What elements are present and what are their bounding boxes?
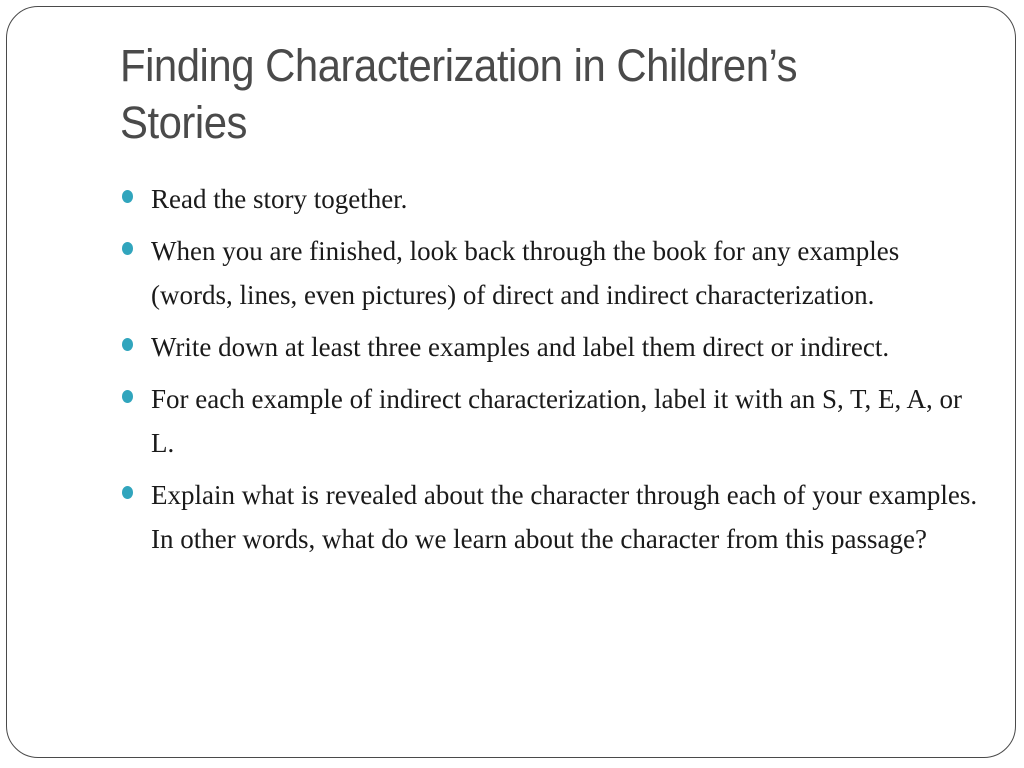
bullet-item xyxy=(121,325,981,369)
bullet-item xyxy=(121,229,981,317)
bullet-dot-icon xyxy=(122,390,133,403)
bullet-text: Read the story together. xyxy=(151,184,408,214)
bullet-item xyxy=(121,177,981,221)
bullet-text: For each example of indirect characterization, label it with an S, T, E, A, or L. xyxy=(151,384,962,458)
bullet-item xyxy=(121,377,981,465)
bullet-dot-icon xyxy=(122,242,133,255)
slide-title: Finding Characterization in Children’s Stories xyxy=(120,40,798,148)
bullet-text: Explain what is revealed about the character through each of your examples. In other words, what do we learn about the character from this passage? xyxy=(151,480,978,554)
bullet-dot-icon xyxy=(122,486,133,499)
bullet-dot-icon xyxy=(122,190,133,203)
bullet-text: Write down at least three examples and label them direct or indirect. xyxy=(151,332,890,362)
bullet-list xyxy=(121,177,981,569)
bullet-item xyxy=(121,473,981,561)
slide-frame xyxy=(6,6,1016,758)
bullet-text: When you are finished, look back through the book for any examples (words, lines, even pictures) of direct and indirect characterization. xyxy=(151,236,900,310)
bullet-dot-icon xyxy=(122,338,133,351)
